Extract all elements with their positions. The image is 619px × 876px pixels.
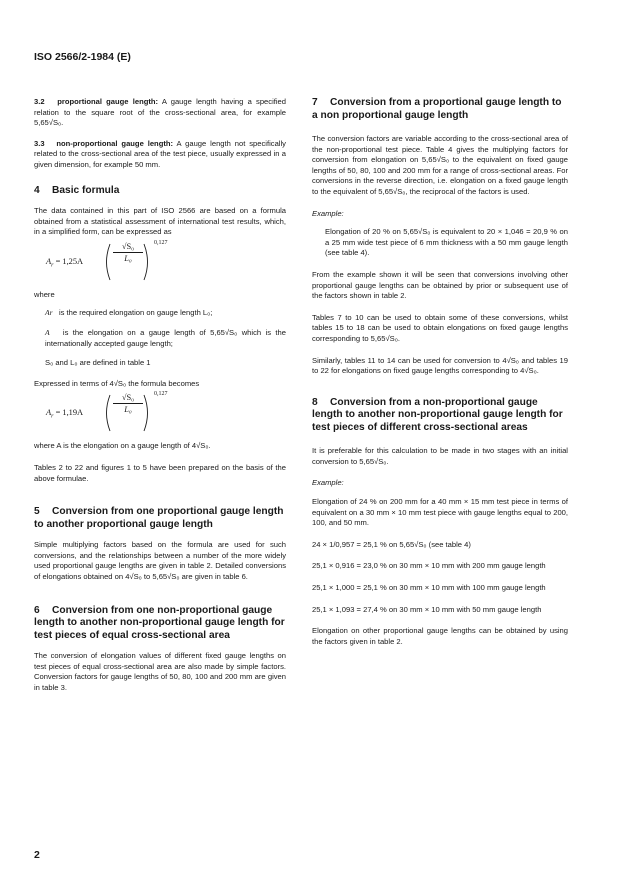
section-4-intro: The data contained in this part of ISO 2566 are based on a formula obtained from a statistical assessment of international test results, which, in a simplified form, can be expressed as: [34, 206, 286, 237]
section-5-text: Simple multiplying factors based on the formula are used for such conversions, and the relationships between a number of the more widely used proportional gauge lengths are given in table 2. Detailed conversions of elongations obtained on 4√S₀ to 5,65√S₀ are given in table 6.: [34, 540, 286, 581]
section-4-where-a: where A is the elongation on a gauge length of 4√S₀.: [34, 441, 211, 451]
section-7-heading: 7 Conversion from a proportional gauge length to a non proportional gauge length: [312, 97, 562, 121]
section-7-note: From the example shown it will be seen that conversions involving other proportional gauge lengths can be obtained by prior or subsequent use of the factors shown in table 2.: [312, 269, 568, 301]
def-text: A gauge length not specifically related to the cross-sectional area of the test piece, usually expressed in a given dimension, for example 50 mm.: [34, 138, 286, 169]
example-label-1: Example:: [312, 208, 344, 218]
section-8-example: Elongation of 24 % on 200 mm for a 40 mm × 15 mm test piece in terms of equivalent on a 30 mm × 10 mm test piece with gauge lengths equal to 200, 100, and 50 mm.: [312, 496, 568, 528]
section-4-expressed: Expressed in terms of 4√S₀ the formula becomes: [34, 378, 200, 388]
def-number: 3.3: [34, 138, 45, 148]
def-term: proportional gauge length:: [57, 97, 159, 106]
document-header: ISO 2566/2-1984 (E): [34, 51, 131, 63]
formula-2: $A_r = 1,19A$ $\frac{\text{√S₀}}{\text{L₀}}$ 0,127: [34, 391, 286, 437]
formula-2-fraction: $\frac{\text{√S₀}}{\text{L₀}}$: [113, 393, 143, 414]
where-label: where: [34, 289, 55, 299]
where-item-ar: Ar is the required elongation on gauge length L₀;: [45, 308, 213, 318]
formula-1: $A_r = 1,25A$ $\frac{\text{√S₀}}{\text{L₀}}$ 0,127: [34, 240, 286, 286]
where-item-s0-l0: S₀ and L₀ are defined in table 1: [45, 358, 151, 368]
section-6-text: The conversion of elongation values of different fixed gauge lengths on test pieces of equal cross-sectional area are also made by simple factors. Conversion factors for gauge lengths of 50, 80, 100 and 200 mm are given in table 3.: [34, 651, 286, 692]
definition-3-3: [34, 139, 286, 171]
where-item-a: A is the elongation on a gauge length of 5,65√S₀ which is the internationally accepted gauge length;: [45, 328, 286, 348]
section-7-tables: Tables 7 to 10 can be used to obtain some of these conversions, whilst tables 15 to 18 can be used to obtain elongations on fixed gauge lengths corresponding to 5,65√S₀.: [312, 312, 568, 343]
section-6-heading: 6 Conversion from one non-proportional gauge length to another non-proportional gauge length for test pieces of equal cross-sectional area: [34, 604, 285, 641]
formula-1-fraction: $\frac{\text{√S₀}}{\text{L₀}}$: [113, 242, 143, 263]
def-term: non-proportional gauge length:: [56, 138, 174, 148]
calc-step-4: 25,1 × 1,093 = 27,4 % on 30 mm × 10 mm with 50 mm gauge length: [312, 604, 542, 614]
section-4-tables: Tables 2 to 22 and figures 1 to 5 have been prepared on the basis of the above formulae.: [34, 463, 286, 483]
example-label-2: Example:: [312, 478, 344, 488]
section-8-text: It is preferable for this calculation to be made in two stages with an initial conversion to 5,65√S₀.: [312, 446, 568, 466]
page-number: 2: [34, 849, 40, 861]
section-4-heading: 4 Basic formula: [34, 184, 120, 196]
section-8-heading: 8 Conversion from a non-proportional gauge length to another non-proportional gauge length for test pieces of different cross-sectional areas: [312, 396, 563, 433]
def-number: 3.2: [34, 97, 45, 106]
section-8-closing: Elongation on other proportional gauge lengths can be obtained by using the factors given in table 2.: [312, 626, 568, 646]
example-1-text: Elongation of 20 % on 5,65√S₀ is equivalent to 20 × 1,046 = 20,9 % on a 25 mm wide test piece of 6 mm thickness with a 50 mm gauge length (see table 4).: [325, 227, 568, 258]
calc-step-1: 24 × 1/0,957 = 25,1 % on 5,65√S₀ (see table 4): [312, 539, 471, 549]
calc-step-2: 25,1 × 0,916 = 23,0 % on 30 mm × 10 mm with 200 mm gauge length: [312, 561, 546, 571]
calc-step-3: 25,1 × 1,000 = 25,1 % on 30 mm × 10 mm with 100 mm gauge length: [312, 582, 546, 592]
section-7-text: The conversion factors are variable according to the cross-sectional area of the non-proportional test piece. Table 4 gives the multiplying factors for conversion from elongation on 5,65√S₀ to the equivalent on fixed gauge lengths of 50, 80, 100 and 200 mm for a range of cross-sectional areas. For conversions in the reverse direction, i.e. elongation on a fixed gauge length to the equivalent of 5,65√S₀, the reciprocal of the factors is used.: [312, 134, 568, 196]
section-5-heading: 5 Conversion from one proportional gauge length to another proportional gauge length: [34, 506, 284, 530]
right-column: [312, 97, 568, 647]
def-text: A gauge length having a specified relation to the square root of the cross-sectional area, for example 5,65√S₀.: [34, 97, 286, 128]
definition-3-2: [34, 97, 286, 129]
section-7-similarly: Similarly, tables 11 to 14 can be used for conversion to 4√S₀ and tables 19 to 22 for elongations on fixed gauge lengths corresponding to 4√S₀.: [312, 355, 568, 376]
left-column: [34, 97, 286, 693]
